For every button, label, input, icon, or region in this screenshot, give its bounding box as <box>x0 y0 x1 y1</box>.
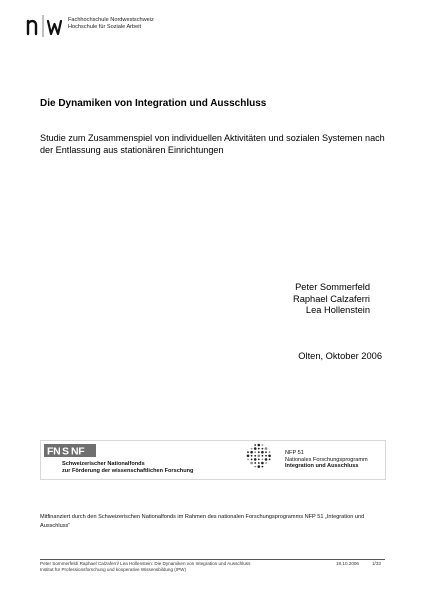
snf-logo <box>44 444 96 457</box>
logo-dot <box>247 455 250 458</box>
svg-text:S: S <box>62 445 69 457</box>
snf-name-line1: Schweizerischer Nationalfonds <box>62 461 145 467</box>
logo-dot <box>262 459 264 461</box>
logo-dot <box>258 444 261 447</box>
footer-institute: Institut für Professionsforschung und kooperative Wissensbildung (IPW) <box>40 567 187 572</box>
footer-citation: Peter Sommerfeld/ Raphael Calzaferri/ Lea Hollenstein: Die Dynamiken von Integration und Ausschluss <box>40 561 251 566</box>
logo-dot <box>258 462 260 464</box>
logo-dot <box>254 447 257 450</box>
logo-dot <box>251 455 253 457</box>
logo-dot <box>265 447 268 450</box>
nfp-program: Nationales Forschungsprogramm <box>285 456 368 463</box>
logo-dot <box>258 455 261 458</box>
logo-dot <box>258 451 260 453</box>
logo-dot <box>258 459 260 461</box>
logo-dot <box>250 462 253 465</box>
logo-dot <box>269 451 271 453</box>
author-name: Lea Hollenstein <box>305 305 370 316</box>
logo-dot <box>265 458 268 461</box>
logo-dot <box>247 459 249 461</box>
logo-dot <box>254 444 256 446</box>
logo-dot <box>261 462 264 465</box>
nfp-dot-logo <box>246 443 272 469</box>
logo-dot <box>258 465 261 468</box>
logo-dot <box>265 455 267 457</box>
place-date: Olten, Oktober 2006 <box>298 351 382 361</box>
logo-dot <box>262 466 264 468</box>
logo-dot <box>254 451 256 453</box>
snf-name <box>62 461 193 474</box>
funding-note: Mitfinanziert durch den Schweizerischen Nationalfonds im Rahmen des nationalen Forschungsprogramms NFP 51 „Integration und Ausschluss“ <box>40 514 365 529</box>
footer-rule <box>40 559 385 560</box>
svg-text:FN: FN <box>47 445 61 457</box>
nfp-number: NFP 51 <box>285 450 304 456</box>
logo-dot <box>247 451 249 453</box>
logo-dot <box>254 466 256 468</box>
logo-dot <box>268 455 271 458</box>
logo-dot <box>261 451 264 454</box>
document-subtitle: Studie zum Zusammenspiel von individuellen Aktivitäten und sozialen Systemen nach der Entlassung aus stationären Einrichtungen <box>40 133 385 155</box>
author-list <box>293 282 370 317</box>
footer-page-number: 1/33 <box>372 561 381 566</box>
logo-dot <box>251 448 253 450</box>
author-name: Peter Sommerfeld <box>295 282 370 292</box>
logo-dot <box>262 455 264 457</box>
logo-dot <box>265 451 267 453</box>
logo-dot <box>254 458 257 461</box>
logo-dot <box>262 448 264 450</box>
logo-dot <box>250 451 253 454</box>
fhnw-logo <box>26 12 66 38</box>
snf-name-line2: zur Förderung der wissenschaftlichen Forschung <box>62 467 194 474</box>
logo-dot <box>269 459 271 461</box>
logo-dot <box>258 448 260 450</box>
logo-dot <box>254 455 256 457</box>
logo-dot <box>251 459 253 461</box>
nfp-topic: Integration und Ausschluss <box>285 463 359 470</box>
footer-date: 18.10.2006 <box>336 561 359 566</box>
institution-name-line1: Fachhochschule Nordwestschweiz <box>68 17 154 23</box>
logo-dot <box>265 462 267 464</box>
document-title: Die Dynamiken von Integration und Ausschluss <box>40 98 267 109</box>
author-name: Raphael Calzaferri <box>293 293 370 304</box>
logo-dot <box>262 444 264 446</box>
nfp-label <box>285 450 368 470</box>
svg-text:NF: NF <box>71 445 85 457</box>
logo-dot <box>254 462 256 464</box>
institution-name-line2: Hochschule für Soziale Arbeit <box>68 24 142 30</box>
